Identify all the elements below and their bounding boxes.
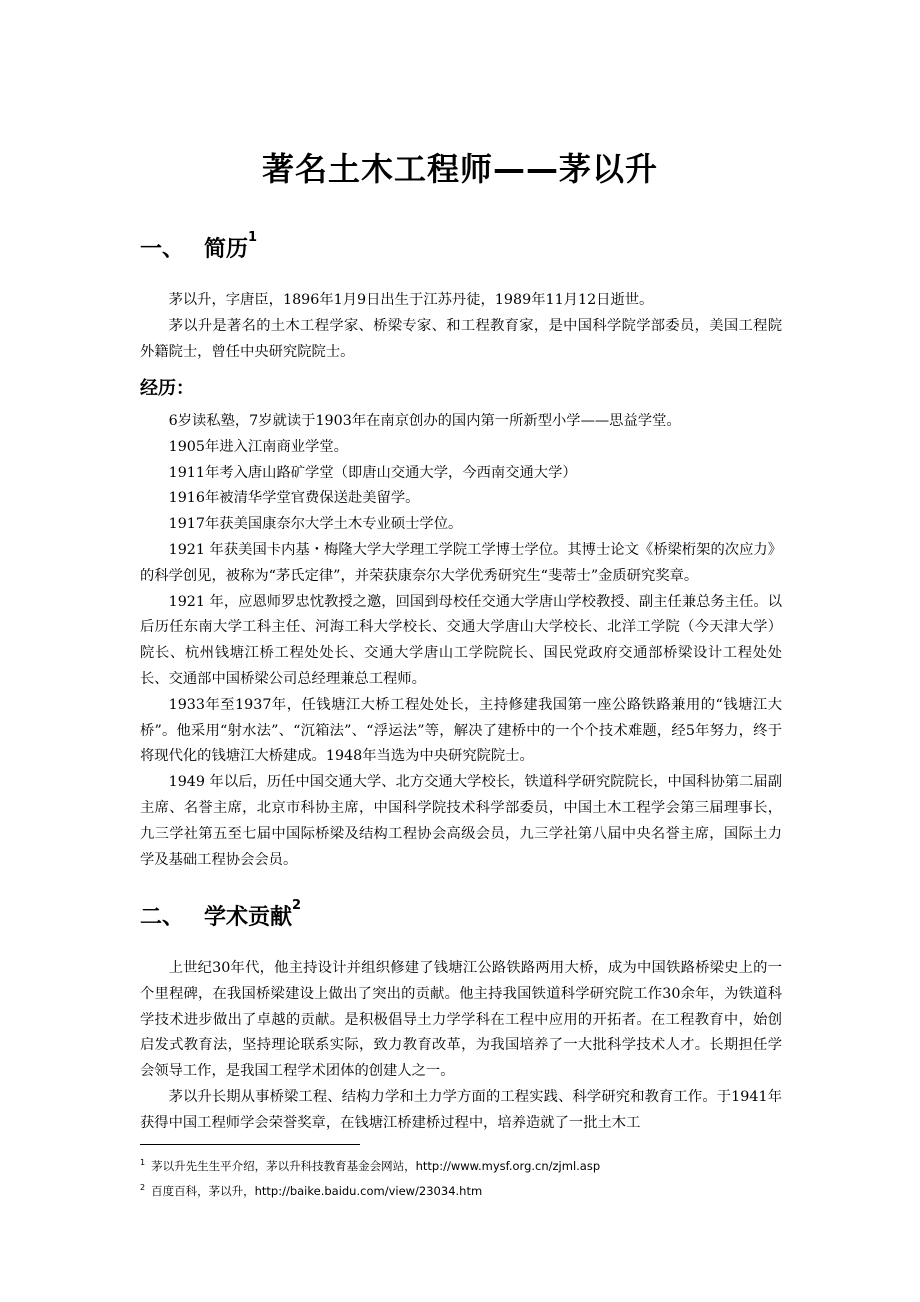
paragraph: 上世纪30年代，他主持设计并组织修建了钱塘江公路铁路两用大桥，成为中国铁路桥梁史上的一个里程碑，在我国桥梁建设上做出了突出的贡献。他主持我国铁道科学研究院工作30余年，为铁道科学技术进步做出了卓越的贡献。是积极倡导土力学学科在工程中应用的开拓者。在工程教育中，始创启发式教育法，坚持理论联系实际，致力教育改革，为我国培养了一大批科学技术人才。长期担任学会领导工作，是我国工程学术团体的创建人之一。 [140, 960, 782, 1080]
experience-item: 1933年至1937年，任钱塘江大桥工程处处长，主持修建我国第一座公路铁路兼用的“钱塘江大桥”。他采用“射水法”、“沉箱法”、“浮运法”等，解决了建桥中的一个个技术难题，经5年努力，终于将现代化的钱塘江大桥建成。1948年当选为中央研究院院士。 [140, 696, 782, 765]
page-title: 著名土木工程师——茅以升 [261, 150, 658, 188]
section-number: 一、 [140, 237, 185, 262]
section-title: 简历 [204, 237, 249, 262]
experience-item: 1949 年以后，历任中国交通大学、北方交通大学校长，铁道科学研究院院长，中国科协第二届副主席、名誉主席，北京市科协主席，中国科学院技术科学部委员，中国土木工程学会第三届理事长，九三学社第五至七届中国际桥梁及结构工程协会高级会员，九三学社第八届中央名誉主席，国际土力学及基础工程协会会员。 [140, 774, 782, 868]
section-heading-resume [140, 232, 257, 263]
section-heading-academic [140, 900, 301, 931]
footnotes [140, 1152, 782, 1202]
paragraph: 茅以升，字唐臣，1896年1月9日出生于江苏丹徒，1989年11月12日逝世。 [168, 292, 654, 308]
sub-heading-experience: 经历： [140, 378, 194, 399]
experience-item: 1921 年获美国卡内基・梅隆大学大学理工学院工学博士学位。其博士论文《桥梁桁架的次应力》的科学创见，被称为“茅氏定律”，并荣获康奈尔大学优秀研究生“斐蒂士”金质研究奖章。 [140, 541, 782, 584]
intro-block [140, 288, 782, 365]
paragraph: 茅以升长期从事桥梁工程、结构力学和土力学方面的工程实践、科学研究和教育工作。于1941年获得中国工程师学会荣誉奖章，在钱塘江桥建桥过程中，培养造就了一批土木工 [140, 1088, 782, 1131]
experience-item: 1917年获美国康奈尔大学土木专业硕士学位。 [168, 516, 463, 533]
footnote-number: 2 [140, 1182, 146, 1192]
footnote-item [140, 1152, 782, 1177]
footnote-ref[interactable]: 2 [292, 898, 302, 913]
footnote-text[interactable]: 茅以升先生生平介绍，茅以升科技教育基金会网站，http://www.mysf.org.cn/zjml.asp [151, 1158, 601, 1173]
section-number: 二、 [140, 905, 185, 930]
experience-item: 1921 年，应恩师罗忠忱教授之邀，回国到母校任交通大学唐山学校教授、副主任兼总务主任。以后历任东南大学工科主任、河海工科大学校长、交通大学唐山大学校长、北洋工学院（今天津大学）院长、杭州钱塘江桥工程处处长、交通大学唐山工学院院长、国民党政府交通部桥梁设计工程处处长、交通部中国桥梁公司总经理兼总工程师。 [140, 593, 782, 687]
experience-item: 1916年被清华学堂官费保送赴美留学。 [168, 490, 420, 507]
footnote-text[interactable]: 百度百科，茅以升，http://baike.baidu.com/view/23034.htm [151, 1183, 483, 1198]
footnote-item [140, 1177, 782, 1202]
footnote-number: 1 [140, 1158, 146, 1167]
experience-block [140, 409, 782, 873]
section-title: 学术贡献 [204, 905, 293, 930]
footnote-ref[interactable]: 1 [248, 230, 258, 245]
experience-item: 6岁读私塾，7岁就读于1903年在南京创办的国内第一所新型小学——思益学堂。 [168, 413, 681, 429]
paragraph: 茅以升是著名的土木工程学家、桥梁专家、和工程教育家，是中国科学院学部委员，美国工程院外籍院士，曾任中央研究院院士。 [140, 317, 782, 360]
experience-item: 1905年进入江南商业学堂。 [168, 438, 348, 455]
academic-block [140, 956, 782, 1137]
footnote-divider [140, 1144, 360, 1145]
experience-item: 1911年考入唐山路矿学堂（即唐山交通大学，今西南交通大学） [168, 464, 577, 481]
